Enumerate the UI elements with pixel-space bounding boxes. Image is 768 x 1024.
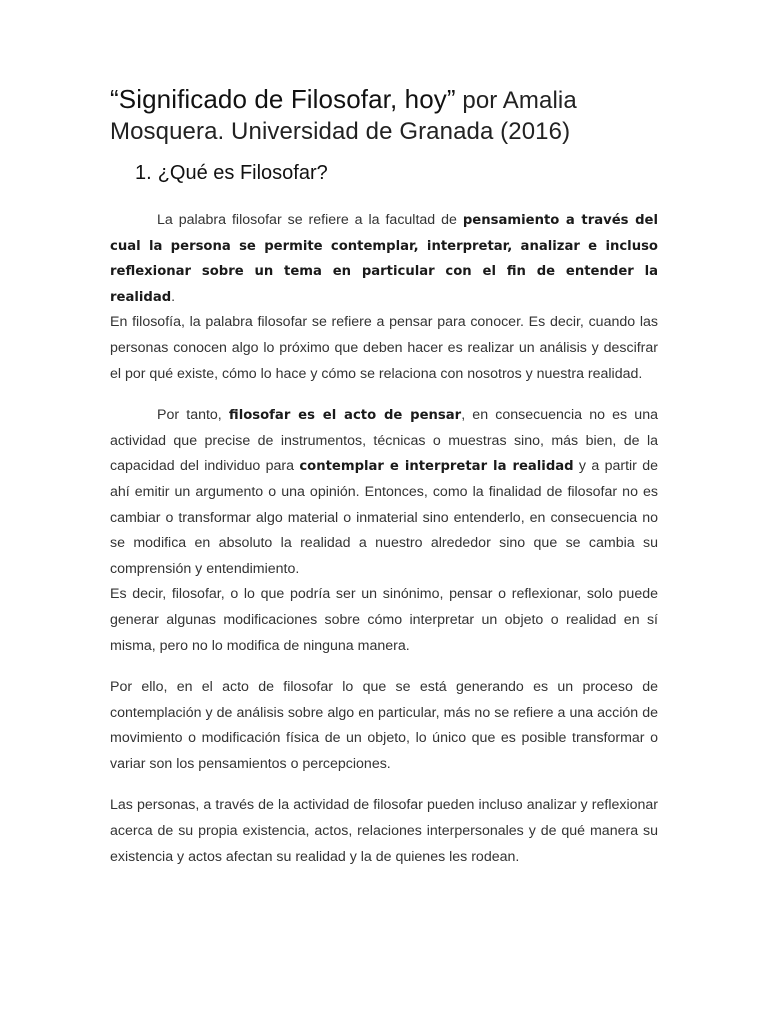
paragraph-1: [110, 208, 658, 387]
paragraph-4: Las personas, a través de la actividad de filosofar pueden incluso analizar y reflexionar acerca de su propia existencia, actos, relaciones interpersonales y de qué manera su existencia y actos afectan su realidad y la de quienes les rodean.: [110, 797, 658, 865]
paragraph-2-text-f: Es decir, filosofar, o lo que podría ser un sinónimo, pensar o reflexionar, solo puede generar algunas modificaciones sobre cómo interpretar un objeto o realidad en sí misma, pero no lo modifica de ninguna manera.: [110, 586, 658, 654]
document-title-author: por Amalia Mosquera. Universidad de Granada (2016): [110, 87, 577, 145]
paragraph-2-bold-b: contemplar e interpretar la realidad: [299, 459, 574, 475]
paragraph-2-text-e: y a partir de ahí emitir un argumento o una opinión. Entonces, como la finalidad de filosofar no es cambiar o transformar algo material o inmaterial sino entenderlo, en consecuencia no se modifica en absoluto la realidad a nuestro alrededor sino que se cambia su comprensión y entendimiento.: [110, 458, 658, 577]
paragraph-1-text-c: .: [171, 288, 176, 305]
paragraph-2-bold-a: filosofar es el acto de pensar: [228, 408, 462, 424]
document-title: [110, 84, 658, 147]
section-heading: [135, 159, 658, 187]
section-number: 1.: [135, 162, 152, 184]
paragraph-2-first-part: [110, 403, 658, 582]
paragraph-2-text-c: , en consecuencia no es una actividad que precise de instrumentos, técnicas o muestras sino, más bien, de la capacidad del individuo para: [110, 407, 658, 475]
paragraph-1-first-part: [110, 208, 658, 310]
paragraph-2-text-a: Por tanto,: [157, 407, 229, 424]
paragraph-1-bold-a: pensamiento a través del cual la persona se permite contemplar, interpretar, analizar e incluso reflexionar sobre un tema en particular con el fin de entender la realidad: [110, 213, 658, 305]
paragraph-1-text-d: En filosofía, la palabra filosofar se refiere a pensar para conocer. Es decir, cuando las personas conocen algo lo próximo que deben hacer es realizar un análisis y descifrar el por qué existe, cómo lo hace y cómo se relaciona con nosotros y nuestra realidad.: [110, 314, 658, 382]
paragraph-1-text-a: La palabra filosofar se refiere a la facultad de: [157, 212, 463, 228]
document-title-main: “Significado de Filosofar, hoy”: [110, 84, 456, 114]
paragraph-3: Por ello, en el acto de filosofar lo que se está generando es un proceso de contemplación y de análisis sobre algo en particular, más no se refiere a una acción de movimiento o modificación física de un objeto, lo único que es posible transformar o variar son los pensamientos o percepciones.: [110, 679, 658, 772]
paragraph-2: [110, 403, 658, 659]
section-heading-text: ¿Qué es Filosofar?: [157, 162, 328, 184]
